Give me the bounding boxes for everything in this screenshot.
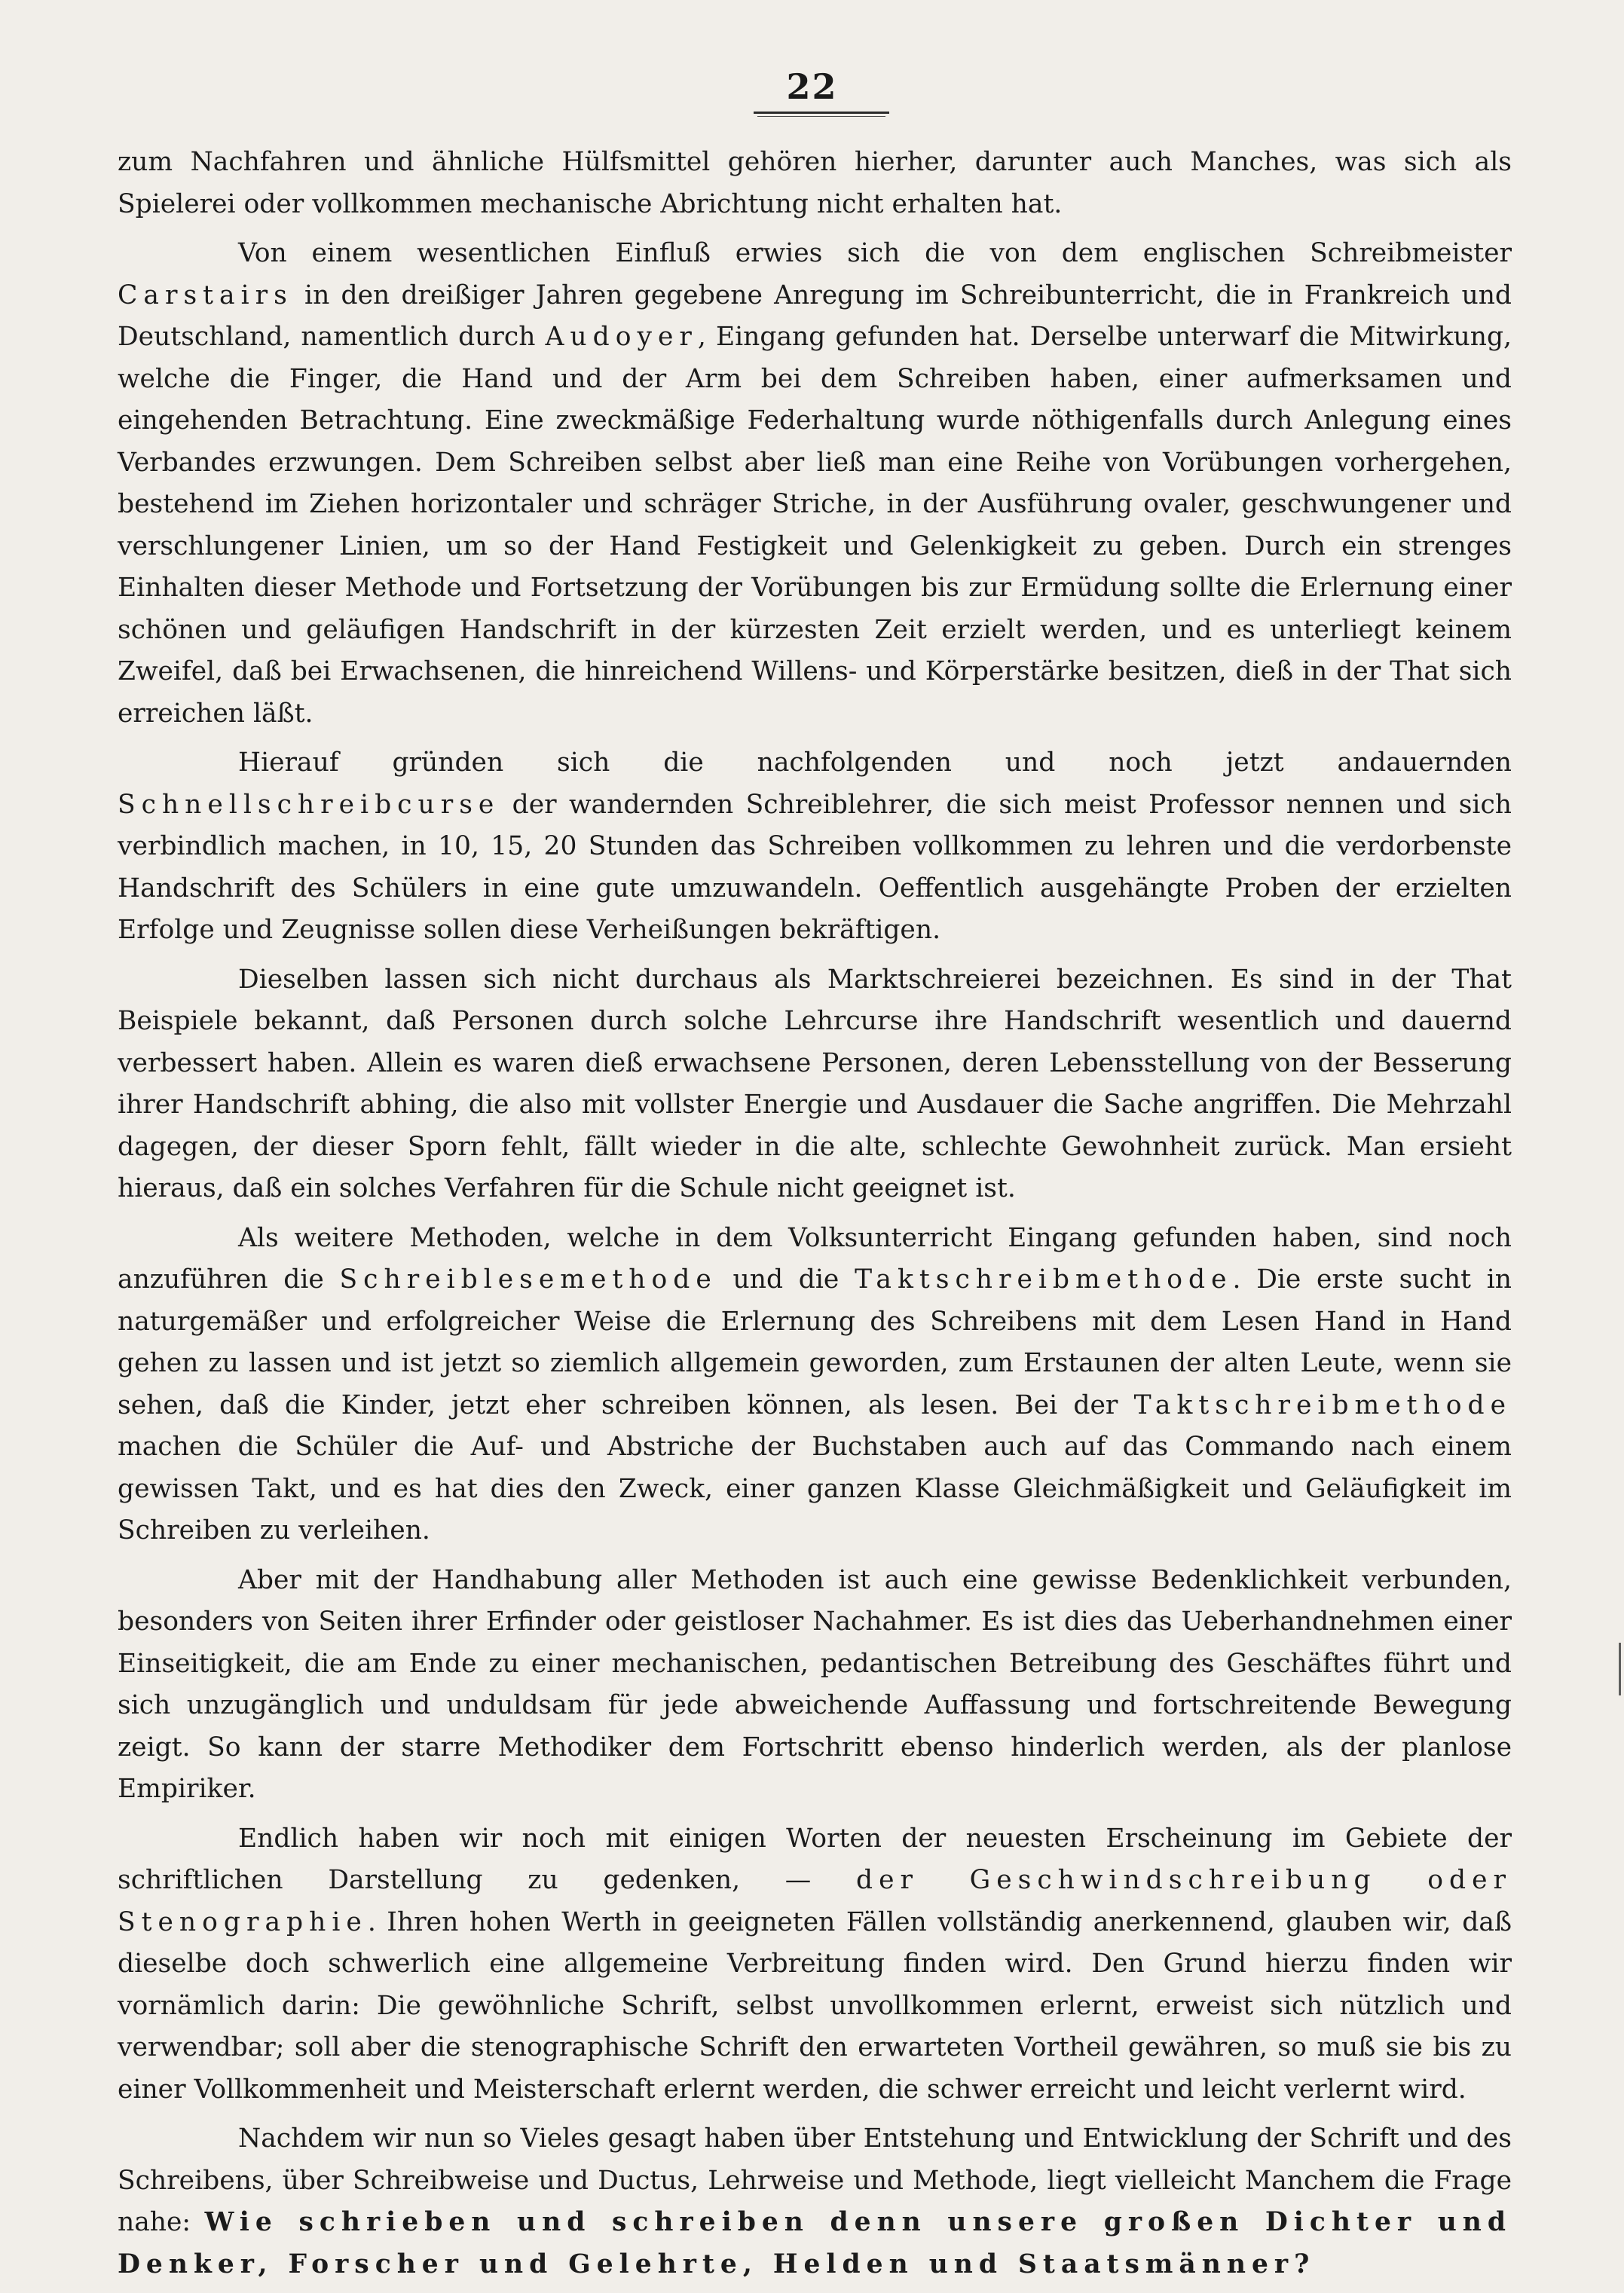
spaced-name-carstairs: Carstairs	[118, 280, 293, 310]
page-edge-mark	[1619, 1643, 1621, 1695]
paragraph-text: und die	[717, 1264, 855, 1295]
header-rule-thin	[757, 116, 885, 117]
paragraph-5	[118, 1218, 1512, 1552]
paragraph-text: Aber mit der Handhabung aller Methoden ist auch eine gewisse Bedenklichkeit verbunden, besonders von Seiten ihrer Erfinder oder geistloser Nachahmer. Es ist dies das Ueberhandnehmen einer Einseitigkeit, die am Ende zu einer mechanischen, pedantischen Betreibung des Geschäftes führt und sich unzugänglich und unduldsam für jede abweichende Auffassung und fortschreitende Bewegung zeigt. So kann der starre Methodiker dem Fortschritt ebenso hinderlich werden, als der planlose Empiriker.	[118, 1564, 1512, 1804]
paragraph-text: Endlich haben wir noch mit einigen Worten der neuesten Erscheinung im Gebiete der schriftlichen Darstellung zu gedenken, —	[118, 1823, 1512, 1895]
paragraph-text: Nachdem wir nun so Vieles gesagt haben über Entstehung und Entwicklung der Schrift und des Schreibens, über Schreibweise und Ductus, Lehrweise und Methode, liegt vielleicht Manchem die Frage nahe:	[118, 2123, 1512, 2237]
spaced-term-stenographie: der Geschwindschreibung oder Stenographie	[118, 1865, 1512, 1937]
paragraph-text: . Ihren hohen Werth in geeigneten Fällen vollständig anerkennend, glauben wir, daß dieselbe doch schwerlich eine allgemeine Verbreitung finden wird. Den Grund hierzu finden wir vornämlich darin: Die gewöhnliche Schrift, selbst unvollkommen erlernt, erweist sich nützlich und verwendbar; soll aber die stenographische Schrift den erwarteten Vortheil gewähren, so muß sie bis zu einer Vollkommenheit und Meisterschaft erlernt werden, die schwer erreicht und leicht verlernt wird.	[118, 1906, 1512, 2105]
paragraph-4	[118, 959, 1512, 1210]
spaced-term-schnellschreibcurse: Schnellschreibcurse	[118, 789, 500, 820]
paragraph-text: in den dreißiger Jahren gegebene Anregung im Schreibunterricht, die in Frankreich und Deutschland, namentlich durch	[118, 280, 1512, 352]
body-text	[118, 142, 1512, 2293]
header-rule	[754, 112, 889, 114]
paragraph-2	[118, 233, 1512, 735]
paragraph-text: . Die erste sucht in naturgemäßer und erfolgreicher Weise die Erlernung des Schreibens mit dem Lesen Hand in Hand gehen zu lassen und ist jetzt so ziemlich allgemein geworden, zum Erstaunen der alten Leute, wenn sie sehen, daß die Kinder, jetzt eher schreiben können, als lesen. Bei der	[118, 1264, 1512, 1420]
paragraph-text: Dieselben lassen sich nicht durchaus als Marktschreierei bezeichnen. Es sind in der That Beispiele bekannt, daß Personen durch solche Lehrcurse ihre Handschrift wesentlich und dauernd verbessert haben. Allein es waren dieß erwachsene Personen, deren Lebensstellung von der Besserung ihrer Handschrift abhing, die also mit vollster Energie und Ausdauer die Sache angriffen. Die Mehrzahl dagegen, der dieser Sporn fehlt, fällt wieder in die alte, schlechte Gewohnheit zurück. Man ersieht hieraus, daß ein solches Verfahren für die Schule nicht geeignet ist.	[118, 964, 1512, 1203]
paragraph-text: Als weitere Methoden, welche in dem Volksunterricht Eingang gefunden haben, sind noch anzuführen die	[118, 1222, 1512, 1295]
spaced-term-taktschreibmethode: Taktschreibmethode	[855, 1264, 1233, 1295]
paragraph-7	[118, 1818, 1512, 2111]
paragraph-text: zum Nachfahren und ähnliche Hülfsmittel gehören hierher, darunter auch Manches, was sich als Spielerei oder vollkommen mechanische Abrichtung nicht erhalten hat.	[118, 147, 1512, 219]
closing-question: Wie schrieben und schreiben denn unsere großen Dichter und Denker, Forscher und Gelehrte, Helden und Staatsmänner?	[118, 2207, 1512, 2279]
paragraph-text: der wandernden Schreiblehrer, die sich meist Professor nennen und sich verbindlich machen, in 10, 15, 20 Stunden das Schreiben vollkommen zu lehren und die verdorbenste Handschrift des Schülers in eine gute umzuwandeln. Oeffentlich ausgehängte Proben der erzielten Erfolge und Zeugnisse sollen diese Verheißungen bekräftigen.	[118, 789, 1512, 945]
paragraph-1	[118, 142, 1512, 225]
paragraph-text: , Eingang gefunden hat. Derselbe unterwarf die Mitwirkung, welche die Finger, die Hand und der Arm bei dem Schreiben haben, einer aufmerksamen und eingehenden Betrachtung. Eine zweckmäßige Federhaltung wurde nöthigenfalls durch Anlegung eines Verbandes erzwungen. Dem Schreiben selbst aber ließ man eine Reihe von Vorübungen vorhergehen, bestehend im Ziehen horizontaler und schräger Striche, in der Ausführung ovaler, geschwungener und verschlungener Linien, um so der Hand Festigkeit und Gelenkigkeit zu geben. Durch ein strenges Einhalten dieser Methode und Fortsetzung der Vorübungen bis zur Ermüdung sollte die Erlernung einer schönen und geläufigen Handschrift in der kürzesten Zeit erzielt werden, und es unterliegt keinem Zweifel, daß bei Erwachsenen, die hinreichend Willens- und Körperstärke besitzen, dieß in der That sich erreichen läßt.	[118, 322, 1512, 729]
paragraph-text: Hierauf gründen sich die nachfolgenden und noch jetzt andauernden	[238, 748, 1512, 778]
paragraph-text: machen die Schüler die Auf- und Abstriche der Buchstaben auch auf das Commando nach einem gewissen Takt, und es hat dies den Zweck, einer ganzen Klasse Gleichmäßigkeit und Geläufigkeit im Schreiben zu verleihen.	[118, 1432, 1512, 1545]
paragraph-8	[118, 2118, 1512, 2285]
paragraph-text: Von einem wesentlichen Einfluß erwies sich die von dem englischen Schreibmeister	[238, 238, 1512, 268]
paragraph-3	[118, 742, 1512, 952]
page-number: 22	[786, 66, 838, 107]
spaced-term-schreiblesemethode: Schreiblesemethode	[339, 1264, 717, 1295]
spaced-name-audoyer: Audoyer	[545, 322, 698, 352]
paragraph-6	[118, 1560, 1512, 1811]
spaced-term-taktschreibmethode-2: Taktschreibmethode	[1133, 1390, 1512, 1420]
